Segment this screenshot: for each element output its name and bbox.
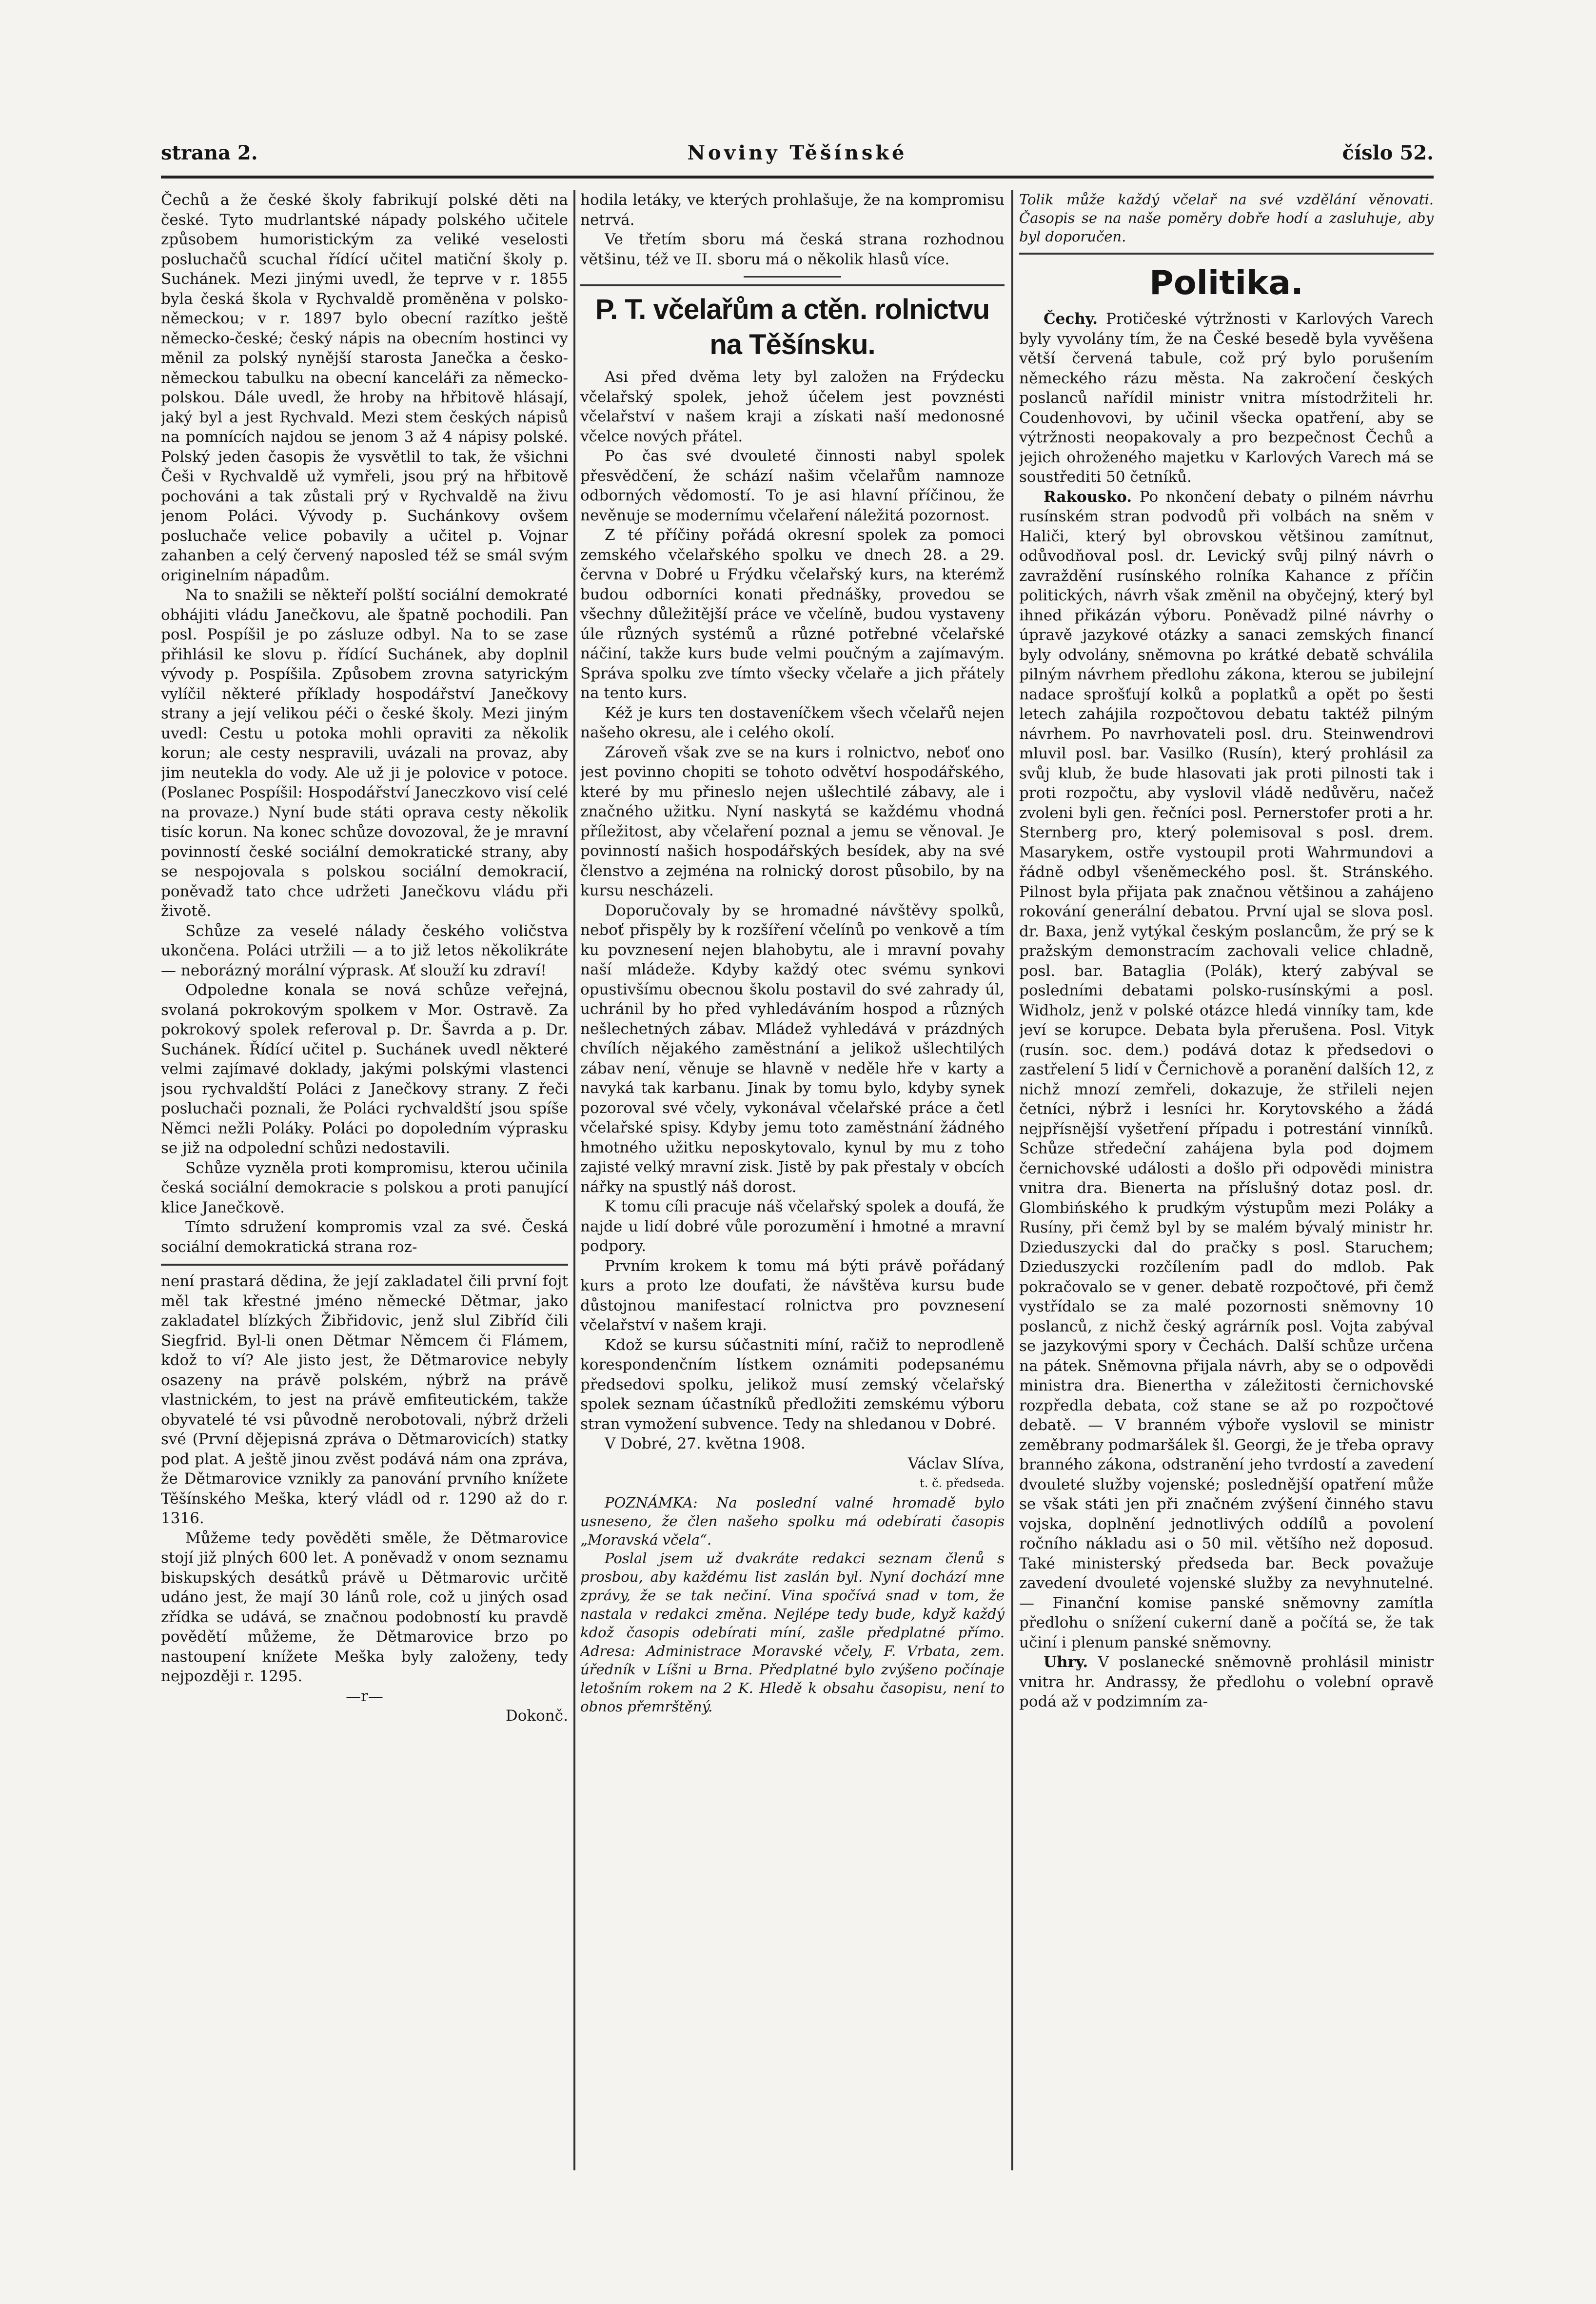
paragraph: Kéž je kurs ten dostaveníčkem všech včelařů nejen našeho okresu, ale i celého okolí.: [580, 704, 1005, 741]
paragraph-text: Protičeské výtržnosti v Karlových Varech byly vyvolány tím, že na České besedě byla vyvěšena větší červená tabule, což prý bylo porušením německého rázu města. Na zakročení českých poslanců nařídil ministr vnitra místodržiteli hr. Coudenhovovi, by učinil všecka opatření, aby se výtržnosti neopakovaly a pro bezpečnost Čechů a jejich ohroženého majetku v Karlových Varech má se soustřediti 50 četníků.: [1019, 310, 1434, 486]
section-divider: [161, 1264, 568, 1266]
signoff: —r—: [346, 1687, 383, 1705]
paragraph: Po čas své dvouleté činnosti nabyl spolek přesvědčení, že schází našim včelařům namnoze odborných vědomostí. To je asi hlavní příčinou, že nevěnuje se modernímu včelaření náležitá pozornost.: [580, 447, 1005, 524]
politics-paragraph: [1019, 309, 1434, 487]
paragraph: Z té příčiny pořádá okresní spolek za pomoci zemského včelařského spolku ve dnech 28. a 29. června v Dobré u Frýdku včelařský kurs, na kterémž budou odborníci konati přednášky, provedou se všechny důležitější práce ve včelíně, budou vystaveny úle různých systémů a různé potřebné včelařské náčiní, takže kurs bude velmi poučným a zajímavým. Správa spolku zve tímto všecky včelaře a jich přátely na tento kurs.: [580, 526, 1005, 702]
signature-name: Václav Slíva,: [907, 1454, 1005, 1472]
column-1: [161, 190, 568, 2175]
paragraph: K tomu cíli pracuje náš včelařský spolek a doufá, že najde u lidí dobré vůle porozumění i hmotné a mravní podpory.: [580, 1198, 1005, 1255]
dateline: V Dobré, 27. května 1908.: [605, 1435, 806, 1452]
note-text: Na poslední valné hromadě bylo usneseno, že člen našeho spolku má odebírati časopis „Moravská včela“.: [580, 1494, 1005, 1548]
note-2: Poslal jsem už dvakráte redakci seznam členů s prosbou, aby každému list zaslán byl. Nyní dochází mne zprávy, že se tak nečiní. Vina spočívá snad v tom, že nastala v redakci změna. Nejlépe tedy bude, když každý kdož časopis odebírati míní, zašle předplatné přímo. Adresa: Administrace Moravské včely, F. Vrbata, zem. úředník v Líšni u Brna. Předplatné bylo zvýšeno počínaje letošním rokem na 2 K. Hledě k obsahu časopisu, není to obnos přemrštěný.: [580, 1549, 1005, 1715]
section-divider: [580, 284, 1005, 286]
paragraph: Prvním krokem k tomu má býti právě pořádaný kurs a proto lze doufati, že návštěva kursu bude důstojnou manifestací rolnictva pro povznesení včelařství v našem kraji.: [580, 1257, 1005, 1334]
note-label: POZNÁMKA:: [605, 1494, 698, 1511]
column-divider: [1011, 190, 1013, 2170]
column-2: [580, 190, 1005, 2175]
region-lead: Čechy.: [1044, 310, 1098, 328]
issue-number: číslo 52.: [1342, 141, 1434, 164]
paragraph: Tímto sdružení kompromis vzal za své. Česká sociální demokratická strana roz-: [161, 1218, 568, 1256]
newspaper-title: Noviny Těšínské: [687, 141, 907, 164]
paragraph-text: Po nkončení debaty o pilném návrhu rusínském stran podvodů při volbách na sněm v Haliči, který byl obrovskou většinou zamítnut, odůvodňoval posl. dr. Levický svůj pilný návrh o zavraždění rusínského rolníka Kahance z příčin politických, návrh však změnil na obyčejný, který byl ihned přikázán výboru. Poněvadž pilné návrhy o úpravě jazykové otázky a sanaci zemských financí byly odvolány, sněmovna po krátké debatě schválila pilným návrhem předlohu zákona, kterou se jubilejní nadace sprošťují kolků a poplatků a opět po šesti letech zahájila rozpočtovou debatu taktéž pilným návrhem. Po navrhovateli posl. dru. Steinwendrovi mluvil posl. bar. Vasilko (Rusín), který prohlásil za svůj klub, že bude hlasovati jak proti pilnosti tak i proti rozpočtu, aby vyslovil vládě nedůvěru, načež zvoleni byli gen. řečníci posl. Pernerstofer proti a hr. Sternberg pro, který polemisoval s posl. drem. Masarykem, ostře vystoupil proti Wahrmundovi a řádně odbyl všeněmeckého posl. št. Stránského. Pilnost byla přijata pak značnou většinou a zahájeno rokování generální debatou. První ujal se slova posl. dr. Baxa, jenž vytýkal českým poslancům, že prý se k pražským demonstracím zachovali velice chladně, posl. bar. Bataglia (Polák), který zabýval se posledními debatami polsko-rusínskými a posl. Widholz, jenž v polské otázce hledá vinníky tam, kde jeví se korupce. Debata byla přerušena. Posl. Vityk (rusín. soc. dem.) podává dotaz k předsedovi o zastřelení 5 lidí v Černichově a poranění dalších 12, z nichž mnozí zemřeli, dokazuje, že střileli nejen četníci, nýbrž i lesníci hr. Korytovského a žádá nejpřísnější vyšetření případu i potrestání vinníků. Schůze středeční zahájena byla pod dojmem černichovské události a došlo při odpovědi ministra vnitra dra. Bienerta na příslušný dotaz posl. dr. Glombińského k prudkým výstupům mezi Poláky a Rusíny, při čemž byl by se malém bývalý ministr hr. Dzieduszycki dal do pračky s posl. Staruchem; Dzieduszycki rozčílením padl do mdlob. Pak pokračovalo se v gener. debatě rozpočtové, při čemž vystřídalo se za malé pozornosti sněmovny 10 poslanců, z nichž český agrárník posl. Vojta zabýval se jazykovými spory v Čechách. Další schůze určena na pátek. Sněmovna přijala návrh, aby se o odpovědi ministra dra. Bienertha v záležitosti černichovské rozpředla debata, což stane se až po rozpočtové debatě. — V branném výboře vyslovil se ministr zeměbrany podmaršálek šl. Georgi, že je třeba opravy branného zákona, odstranění jeho tvrdostí a zavedení dvouleté služby vojenské; poslednější opatření může se však státi jen při značném zvýšení činného stavu vojska, doplnění jednotlivých oddílů a povolení ročního nákladu asi o 50 mil. většího než doposud. Také ministerský předseda bar. Beck považuje zavedení dvouleté vojenské služby za nevyhnutelné. — Finanční komise panské sněmovny zamítla předlohu o snížení cukerní daně a počítá se, že tak učiní i plenum panské sněmovny.: [1019, 488, 1434, 1651]
paragraph: hodila letáky, ve kterých prohlašuje, že na kompromisu netrvá.: [580, 191, 1005, 229]
region-lead: Rakousko.: [1044, 488, 1132, 506]
section-title: Politika.: [1149, 264, 1303, 302]
paragraph: Na to snažili se někteří polští sociální demokraté obhájiti vládu Janečkovu, ale špatně pochodili. Pan posl. Pospíšil je po zásluze odbyl. Na to se zase přihlásil ke slovu p. řídící Suchánek, aby doplnil vývody p. Pospíšila. Způsobem zrovna satyrickým vylíčil některé příklady hospodářství Janečkovy strany a její velikou péči o české školy. Mezi jiným uvedl: Cestu u potoka mohli opraviti za několik korun; ale cesty nespravili, uvázali na provaz, aby jim neutekla do vody. Ale už ji je polovice v potoce. (Poslanec Pospíšil: Hospodářství Janeczkovo visí celé na provaze.) Nyní bude státi oprava cesty několik tisíc korun. Na konec schůze dovozoval, že je mravní povinností české sociální demokratické strany, aby se nespojovala s polskou sociální demokracií, poněvadž tato chce udržeti Janečkovu vládu při životě.: [161, 586, 568, 920]
column-3: [1019, 190, 1434, 2175]
paragraph-text: V poslanecké sněmovně prohlásil ministr vnitra hr. Andrassy, že předlohu o volební opravě podá až v podzimním za-: [1019, 1653, 1434, 1710]
politics-paragraph: [1019, 1652, 1434, 1712]
paragraph: není prastará dědina, že její zakladatel čili první fojt měl tak křestné jméno německé Dětmar, jako zakladatel blízkých Žibřidovic, jenž slul Zibříd čili Siegfrid. Byl-li onen Dětmar Němcem či Flámem, kdož to ví? Ale jisto jest, že Dětmarovice nebyly osazeny na právě polském, nýbrž na právě vlastnickém, to jest na právě emfiteutickém, takže obyvatelé té vsi původně nerobotovali, nýbrž drželi své (První dějepisná zpráva o Dětmarovicích) statky pod plat. A ještě jinou zvěst podává nám ona zpráva, že Dětmarovice vznikly za panování prvního knížete Těšínského Meška, který vládl od r. 1290 až do r. 1316.: [161, 1272, 568, 1527]
continued-note: Dokonč.: [505, 1707, 568, 1725]
paragraph: Můžeme tedy pověděti směle, že Dětmarovice stojí již plných 600 let. A poněvadž v onom seznamu biskupských desátků právě u Dětmarovic určitě udáno jest, že mají 30 lánů role, což u jiných osad zřídka se udává, se značnou podobností ku pravdě povědětí můžeme, že Dětmarovice brzo po nastoupení knížete Meška byly založeny, tedy nejpozději r. 1295.: [161, 1529, 568, 1685]
paragraph: Schůze za veselé nálady českého voličstva ukončena. Poláci utržili — a to již letos několikráte — neborázný morální výprask. Ať slouží ku zdraví!: [161, 922, 568, 979]
short-divider: [744, 276, 841, 278]
paragraph: Schůze vyzněla proti kompromisu, kterou učinila česká sociální demokracie s polskou a proti panující klice Janečkově.: [161, 1159, 568, 1216]
politics-paragraph: [1019, 487, 1434, 1653]
header-rule: [161, 176, 1434, 179]
intro-note: Tolik může každý včelař na své vzdělání věnovati. Časopis se na naše poměry dobře hodí a zasluhuje, aby byl doporučen.: [1019, 191, 1434, 245]
paragraph: Čechů a že české školy fabrikují polské děti na české. Tyto mudrlantské nápady polského učitele způsobem humoristickým za veliké veselosti posluchačů scuchal řídící učitel matiční školy p. Suchánek. Mezi jinými uvedl, že teprve v r. 1855 byla česká škola v Rychvaldě proměněna v polsko-německou; v r. 1897 bylo obecní razítko ještě německo-české; český nápis na obecním hostinci vy měnil za polský nynější starosta Janečka a česko-německou tabulku na obecní kanceláři za německo-polskou. Dále uvedl, že hroby na hřbitově hlásají, jaký byl a jest Rychvald. Mezi stem českých nápisů na pomnících najdou se jenom 3 až 4 nápisy polské. Polský jeden časopis že vysvětlil to tak, že všichni Češi v Rychvaldě už vymřeli, jsou prý na hřbitově pochováni a tak zůstali prý v Rychvaldě na živu jenom Poláci. Vývody p. Suchánkovy ovšem posluchače velice pobavily a učitel p. Vojnar zahanben a celý červený naposled též se smál svým originelním nápadům.: [161, 191, 568, 584]
section-divider: [1019, 253, 1434, 255]
paragraph: Doporučovaly by se hromadné návštěvy spolků, neboť přispěly by k rozšíření včelínů po venkově a tím ku povznesení nejen blahobytu, ale i mravní povahy naší mládeže. Kdyby každý otec svému synkovi opustivšímu obecnou školu postavil do své zahrady úl, uchránil by ho před vyhledáváním hospod a různých nešlechetných zábav. Mládež vyhledává v prázdných chvílích nějakého zaměstnání a jelikož ušlechtilých zábav není, věnuje se hlavně v neděle hře v karty a navyká tak karbanu. Jinak by tomu bylo, kdyby synek pozoroval své včely, vykonával včelařské práce a četl včelařské spisy. Kdyby jemu toto zaměstnání žádného hmotného užitku neposkytovalo, kynul by mu z toho zajisté velký mravní zisk. Jistě by pak přestaly v obcích nářky na spustlý náš dorost.: [580, 901, 1005, 1196]
note: [580, 1493, 1005, 1549]
article-title: P. T. včelařům a ctěn. rolnictvu na Těšínsku.: [595, 294, 990, 360]
paragraph: Zároveň však zve se na kurs i rolnictvo, neboť ono jest povinno chopiti se tohoto odvětví hospodářského, které by mu přineslo nejen ušlechtilé zábavy, ale i značného užitku. Nyní naskytá se každému vhodná příležitost, aby včelaření poznal a jemu se věnoval. Je povinností našich hospodářských besídek, aby na své členstvo a zejména na rolnický dorost působilo, by na kursu nescházeli.: [580, 743, 1005, 899]
page-number: strana 2.: [161, 141, 258, 164]
page-header: [161, 137, 1434, 166]
signature-role: t. č. předseda.: [920, 1476, 1005, 1490]
paragraph: Kdož se kursu súčastniti míní, račiž to neprodleně korespondenčním lístkem oznámiti podepsanému předsedovi spolku, jelikož musí zemský včelařský spolek seznam účastníků předložiti zemskému výboru stran vymožení subvence. Tedy na shledanou v Dobré.: [580, 1336, 1005, 1433]
paragraph: Odpoledne konala se nová schůze veřejná, svolaná pokrokovým spolkem v Mor. Ostravě. Za pokrokový spolek referoval p. Dr. Šavrda a p. Dr. Suchánek. Řídící učitel p. Suchánek uvedl některé velmi zajímavé doklady, jakými polskými vlastenci jsou rychvaldští Poláci z Janečkovy strany. Z řeči posluchači poznali, že Poláci rychvaldští jsou spíše Němci nežli Poláky. Poláci po dopoledním výprasku se již na odpolední schůzi nedostavili.: [161, 981, 568, 1157]
paragraph: Ve třetím sboru má česká strana rozhodnou většinu, též ve II. sboru má o několik hlasů více.: [580, 231, 1005, 268]
column-divider: [573, 190, 575, 2170]
region-lead: Uhry.: [1044, 1653, 1088, 1671]
paragraph: Asi před dvěma lety byl založen na Frýdecku včelařský spolek, jehož účelem jest povznésti včelařství v našem kraji a získati naší medonosné včelce nových přátel.: [580, 368, 1005, 445]
